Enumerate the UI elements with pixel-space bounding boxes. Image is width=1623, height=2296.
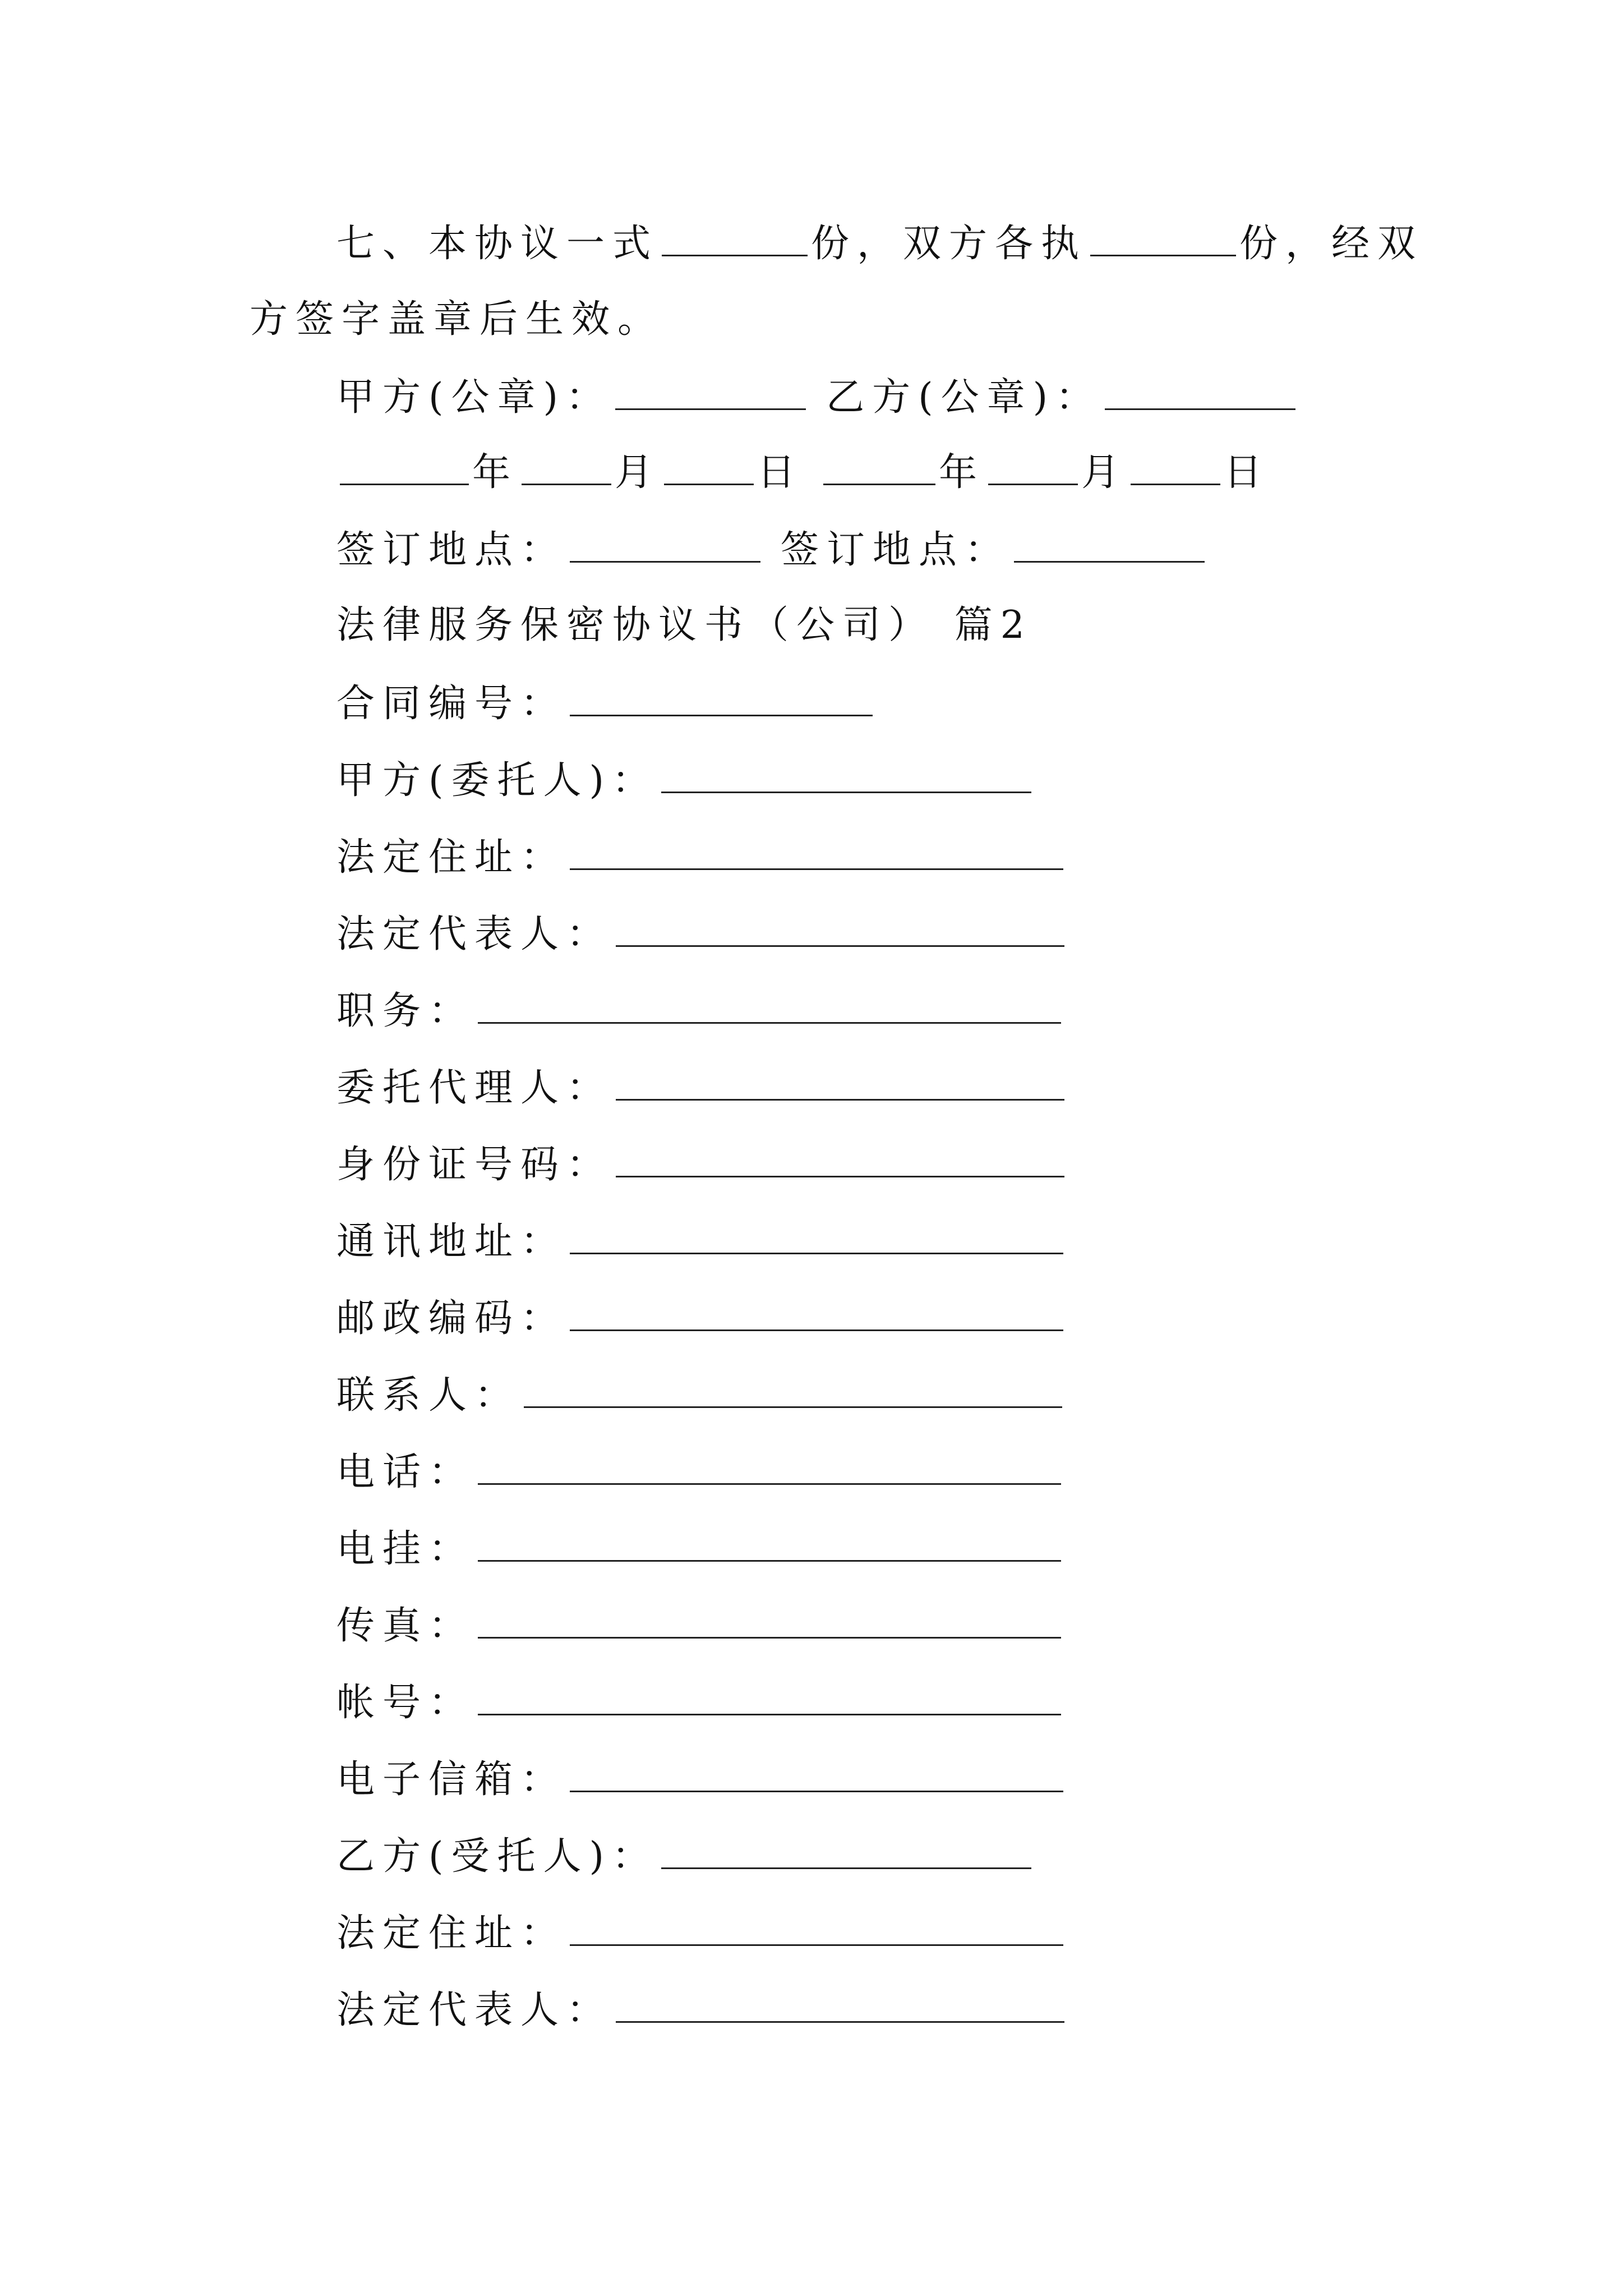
clause-7-line-1 (336, 220, 1423, 266)
party-b-field-blank[interactable] (616, 1986, 1064, 2023)
party-a-field-12 (336, 1756, 1067, 1802)
party-a-field-blank[interactable] (616, 1064, 1064, 1101)
clause-7-text-2: 份，双方各执 (811, 222, 1087, 266)
clause-7-text-4: 方签字盖章后生效。 (250, 297, 664, 342)
party-a-field-label: 邮政编码： (336, 1296, 567, 1341)
party-a-field-label: 电子信箱： (336, 1757, 567, 1802)
clause-7-line-2 (250, 297, 663, 342)
party-b-day-blank[interactable] (1131, 449, 1220, 485)
party-b-seal-blank[interactable] (1105, 374, 1295, 410)
month-label-b: 月 (1081, 450, 1128, 495)
party-a-field-5 (336, 1218, 1067, 1264)
party-b-field-1 (336, 1986, 1068, 2033)
party-a-heading: 甲方(委托人)： (336, 758, 658, 803)
party-a-field-7 (336, 1372, 1066, 1418)
sign-place-label-a: 签订地点： (336, 528, 567, 572)
sign-place-blank-b[interactable] (1014, 526, 1205, 563)
party-a-field-9 (336, 1525, 1064, 1572)
party-a-field-4 (336, 1141, 1068, 1188)
party-a-field-blank[interactable] (616, 1141, 1064, 1177)
day-label-b: 日 (1224, 450, 1270, 495)
party-a-field-blank[interactable] (570, 1218, 1063, 1254)
party-a-field-label: 联系人： (336, 1373, 521, 1418)
party-a-field-label: 职务： (336, 989, 475, 1033)
party-a-year-blank[interactable] (340, 449, 469, 485)
party-a-heading-line (336, 757, 1035, 803)
copies-each-blank[interactable] (1090, 220, 1236, 256)
party-a-field-label: 身份证号码： (336, 1143, 613, 1187)
sign-place-label-b: 签订地点： (781, 528, 1011, 572)
party-a-name-blank[interactable] (661, 757, 1031, 793)
party-a-field-blank[interactable] (524, 1372, 1062, 1408)
clause-7-text-1: 七、本协议一式 (336, 222, 659, 266)
seal-line (336, 374, 1299, 420)
party-a-field-label: 法定代表人： (336, 912, 613, 956)
party-b-field-0 (336, 1910, 1067, 1956)
party-b-year-blank[interactable] (823, 449, 935, 485)
party-b-name-blank[interactable] (661, 1833, 1031, 1869)
party-b-heading-line (336, 1833, 1035, 1879)
party-a-seal-blank[interactable] (615, 374, 806, 410)
party-a-field-blank[interactable] (570, 1756, 1063, 1792)
party-a-field-1 (336, 910, 1068, 957)
party-a-field-2 (336, 987, 1064, 1034)
party-a-field-6 (336, 1295, 1067, 1341)
party-a-day-blank[interactable] (664, 449, 754, 485)
date-line (336, 449, 1270, 495)
party-a-field-blank[interactable] (478, 987, 1061, 1024)
party-a-field-0 (336, 834, 1067, 880)
party-b-field-label: 法定住址： (336, 1911, 567, 1955)
party-a-field-blank[interactable] (478, 1602, 1061, 1639)
party-a-field-label: 电话： (336, 1450, 475, 1494)
party-a-field-label: 电挂： (336, 1527, 475, 1571)
party-a-field-label: 法定住址： (336, 835, 567, 880)
day-label-a: 日 (757, 450, 804, 495)
party-b-month-blank[interactable] (988, 449, 1078, 485)
party-a-field-blank[interactable] (478, 1679, 1061, 1715)
party-a-field-blank[interactable] (570, 834, 1063, 870)
party-a-field-blank[interactable] (478, 1525, 1061, 1562)
month-label-a: 月 (615, 450, 661, 495)
copies-total-blank[interactable] (662, 220, 808, 256)
section-title-text: 法律服务保密协议书（公司） 篇2 (336, 603, 1032, 647)
party-a-seal-label: 甲方(公章)： (336, 375, 612, 420)
contract-no-blank[interactable] (570, 680, 873, 716)
party-a-field-label: 传真： (336, 1604, 475, 1648)
party-a-field-label: 通讯地址： (336, 1220, 567, 1264)
party-a-field-blank[interactable] (616, 910, 1064, 947)
party-a-field-10 (336, 1602, 1064, 1649)
party-b-seal-label: 乙方(公章)： (826, 375, 1102, 420)
year-label-a: 年 (472, 450, 519, 495)
party-a-field-3 (336, 1064, 1068, 1111)
sign-place-blank-a[interactable] (570, 526, 760, 563)
party-a-field-label: 帐号： (336, 1681, 475, 1725)
contract-no-label: 合同编号： (336, 682, 567, 726)
party-a-field-8 (336, 1448, 1064, 1495)
party-a-field-blank[interactable] (478, 1448, 1061, 1485)
party-b-heading: 乙方(受托人)： (336, 1834, 658, 1879)
party-a-field-blank[interactable] (570, 1295, 1063, 1331)
party-a-field-11 (336, 1679, 1064, 1726)
year-label-b: 年 (939, 450, 985, 495)
clause-7-text-3: 份，经双 (1239, 222, 1424, 266)
party-a-field-label: 委托代理人： (336, 1066, 613, 1110)
sign-place-line (336, 526, 1208, 573)
contract-no-line (336, 680, 876, 726)
party-a-month-blank[interactable] (522, 449, 611, 485)
section-title (336, 603, 1032, 648)
party-b-field-blank[interactable] (570, 1910, 1063, 1946)
party-b-field-label: 法定代表人： (336, 1988, 613, 2032)
